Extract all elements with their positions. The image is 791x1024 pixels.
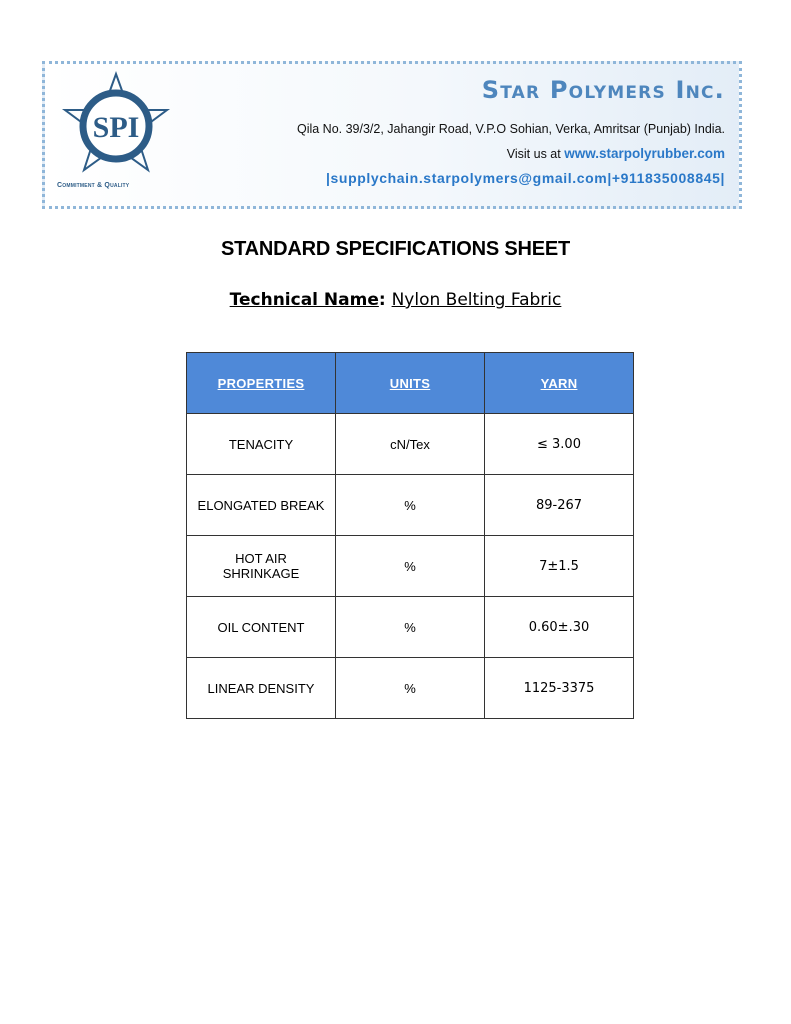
yarn-cell: 1125-3375: [485, 658, 634, 719]
table-row: [187, 475, 634, 536]
table-row: [187, 597, 634, 658]
contact-line[interactable]: |supplychain.starpolymers@gmail.com|+911835008845|: [326, 170, 725, 186]
company-logo: [51, 70, 191, 200]
property-cell: LINEAR DENSITY: [187, 658, 336, 719]
property-cell: OIL CONTENT: [187, 597, 336, 658]
column-header-properties: PROPERTIES: [187, 353, 336, 414]
page-title: STANDARD SPECIFICATIONS SHEET: [220, 238, 571, 260]
unit-cell: %: [336, 658, 485, 719]
yarn-cell: 0.60±.30: [485, 597, 634, 658]
unit-cell: cN/Tex: [336, 414, 485, 475]
column-header-yarn: YARN: [485, 353, 634, 414]
yarn-cell: ≤ 3.00: [485, 414, 634, 475]
table-row: [187, 414, 634, 475]
technical-name-value: Nylon Belting Fabric: [391, 290, 562, 310]
visit-prefix: Visit us at: [506, 147, 561, 161]
letterhead: [42, 61, 742, 209]
unit-cell: %: [336, 597, 485, 658]
property-cell: HOT AIR SHRINKAGE: [187, 536, 336, 597]
table-row: [187, 536, 634, 597]
website-line: [507, 146, 725, 161]
column-header-units: UNITS: [336, 353, 485, 414]
yarn-cell: 7±1.5: [485, 536, 634, 597]
technical-name-line: Technical Name: Nylon Belting Fabric: [229, 290, 562, 310]
website-link[interactable]: www.starpolyrubber.com: [564, 146, 725, 161]
property-cell: TENACITY: [187, 414, 336, 475]
specifications-table: [186, 352, 634, 719]
table-header-row: [187, 353, 634, 414]
unit-cell: %: [336, 536, 485, 597]
logo-text: SPI: [92, 111, 140, 144]
technical-name-label: Technical Name: [229, 290, 379, 310]
unit-cell: %: [336, 475, 485, 536]
star-logo-icon: [61, 70, 171, 180]
table-row: [187, 658, 634, 719]
logo-tagline: Commitment & Quality: [57, 182, 130, 189]
yarn-cell: 89-267: [485, 475, 634, 536]
property-cell: ELONGATED BREAK: [187, 475, 336, 536]
company-name: Star Polymers Inc.: [481, 76, 725, 104]
company-address: Qila No. 39/3/2, Jahangir Road, V.P.O Sohian, Verka, Amritsar (Punjab) India.: [296, 122, 725, 136]
